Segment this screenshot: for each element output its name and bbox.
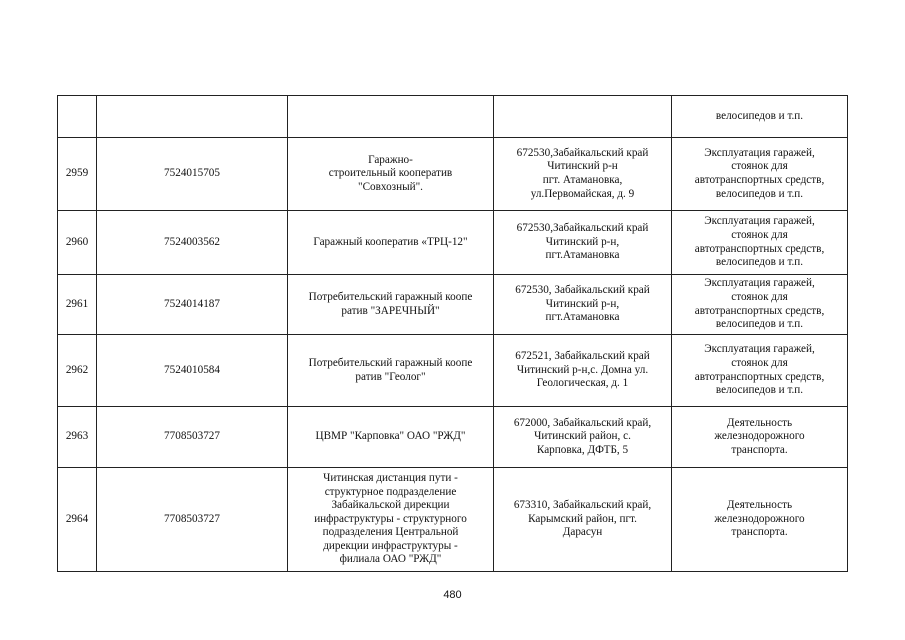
name-line: строительный кооператив — [328, 167, 453, 180]
activity-line: велосипедов и т.п. — [715, 318, 804, 331]
name-line: ратив "ЗАРЕЧНЫЙ" — [341, 304, 440, 317]
name-line: дирекции инфраструктуры - — [323, 539, 458, 552]
table-row-continuation — [58, 96, 848, 138]
address-line: Карымский район, пгт. — [528, 512, 637, 525]
name-line: Потребительский гаражный коопе — [308, 290, 473, 303]
table-row — [58, 407, 848, 468]
cell-address — [494, 335, 672, 407]
activity-line: транспорта. — [731, 443, 788, 456]
activity-line: велосипедов и т.п. — [715, 384, 804, 397]
address-line: Читинский р-н,с. Домна ул. — [516, 363, 649, 376]
cell-name — [288, 335, 494, 407]
address-line: Геологическая, д. 1 — [536, 377, 629, 390]
table-row — [58, 335, 848, 407]
activity-line: автотранспортных средств, — [694, 370, 825, 383]
address-line: 672000, Забайкальский край, — [513, 416, 652, 429]
cell-address — [494, 275, 672, 335]
cell-activity — [672, 468, 848, 572]
cell-activity — [672, 335, 848, 407]
address-line: Дарасун — [562, 526, 603, 539]
cell-num: 2959 — [58, 138, 97, 211]
activity-line: автотранспортных средств, — [694, 304, 825, 317]
address-line: пгт.Атамановка — [545, 249, 620, 262]
cell-num — [58, 96, 97, 138]
page-number: 480 — [443, 589, 462, 601]
cell-name — [288, 138, 494, 211]
registry-body — [58, 96, 848, 572]
name-line: Гаражно- — [368, 153, 413, 166]
address-line: 672530, Забайкальский край — [515, 284, 650, 297]
activity-line: железнодорожного — [714, 512, 805, 525]
address-line: Читинский р-н — [547, 160, 618, 173]
cell-num: 2964 — [58, 468, 97, 572]
table-row — [58, 468, 848, 572]
cell-inn: 7524014187 — [97, 275, 288, 335]
activity-line: Эксплуатация гаражей, — [704, 146, 815, 159]
name-line: Гаражный кооператив «ТРЦ-12" — [313, 235, 468, 248]
activity-line: Эксплуатация гаражей, — [704, 277, 815, 290]
cell-inn: 7708503727 — [97, 468, 288, 572]
activity-line: Эксплуатация гаражей, — [704, 215, 815, 228]
address-line: пгт. Атамановка, — [542, 174, 623, 186]
cell-name — [288, 468, 494, 572]
cell-address — [494, 211, 672, 275]
activity-line: Эксплуатация гаражей, — [704, 343, 815, 356]
address-line: пгт.Атамановка — [545, 311, 620, 324]
table-row — [58, 138, 848, 211]
activity-line: автотранспортных средств, — [694, 242, 825, 255]
cell-num: 2960 — [58, 211, 97, 275]
cell-num: 2963 — [58, 407, 97, 468]
name-line: Потребительский гаражный коопе — [308, 356, 473, 369]
activity-line: велосипедов и т.п. — [715, 109, 804, 122]
address-line: Читинский район, с. — [534, 430, 631, 443]
name-line: Забайкальской дирекции — [331, 499, 450, 512]
cell-inn: 7524003562 — [97, 211, 288, 275]
cell-address — [494, 407, 672, 468]
cell-activity — [672, 138, 848, 211]
cell-address — [494, 96, 672, 138]
activity-line: велосипедов и т.п. — [715, 187, 804, 200]
cell-address — [494, 138, 672, 211]
activity-line: стоянок для — [731, 290, 788, 303]
cell-name — [288, 211, 494, 275]
activity-line: велосипедов и т.п. — [715, 256, 804, 269]
address-line: 672530,Забайкальский край — [516, 222, 649, 235]
name-line: ЦВМР "Карповка" ОАО "РЖД" — [315, 430, 466, 443]
table-row — [58, 275, 848, 335]
cell-num: 2962 — [58, 335, 97, 407]
name-line: Читинская дистанция пути - — [323, 471, 458, 484]
activity-line: Деятельность — [726, 499, 793, 512]
name-line: подразделения Центральной — [322, 526, 459, 539]
table-row — [58, 211, 848, 275]
activity-line: стоянок для — [731, 356, 788, 369]
activity-line: стоянок для — [731, 160, 788, 173]
name-line: инфраструктуры - структурного — [314, 512, 467, 525]
address-line: 672530,Забайкальский край — [516, 146, 649, 159]
cell-inn: 7708503727 — [97, 407, 288, 468]
cell-inn: 7524015705 — [97, 138, 288, 211]
activity-line: стоянок для — [731, 228, 788, 241]
address-line: 673310, Забайкальский край, — [513, 499, 652, 512]
cell-name — [288, 275, 494, 335]
cell-inn — [97, 96, 288, 138]
activity-line: железнодорожного — [714, 430, 805, 443]
address-line: 672521, Забайкальский край — [515, 350, 650, 363]
cell-activity — [672, 407, 848, 468]
activity-line: Деятельность — [726, 416, 793, 429]
cell-inn: 7524010584 — [97, 335, 288, 407]
cell-activity — [672, 275, 848, 335]
address-line: Читинский р-н, — [545, 235, 620, 248]
address-line: ул.Первомайская, д. 9 — [530, 187, 635, 200]
cell-num: 2961 — [58, 275, 97, 335]
name-line: "Совхозный". — [358, 180, 423, 193]
name-line: филиала ОАО "РЖД" — [339, 553, 442, 566]
cell-name — [288, 407, 494, 468]
name-line: структурное подразделение — [324, 485, 457, 498]
name-line: ратив "Геолог" — [355, 370, 426, 383]
cell-name — [288, 96, 494, 138]
cell-activity — [672, 96, 848, 138]
cell-activity — [672, 211, 848, 275]
registry-table — [57, 95, 848, 572]
address-line: Карповка, ДФТБ, 5 — [536, 443, 629, 456]
address-line: Читинский р-н, — [545, 297, 620, 310]
activity-line: автотранспортных средств, — [694, 174, 825, 186]
activity-line: транспорта. — [731, 526, 788, 539]
cell-address — [494, 468, 672, 572]
